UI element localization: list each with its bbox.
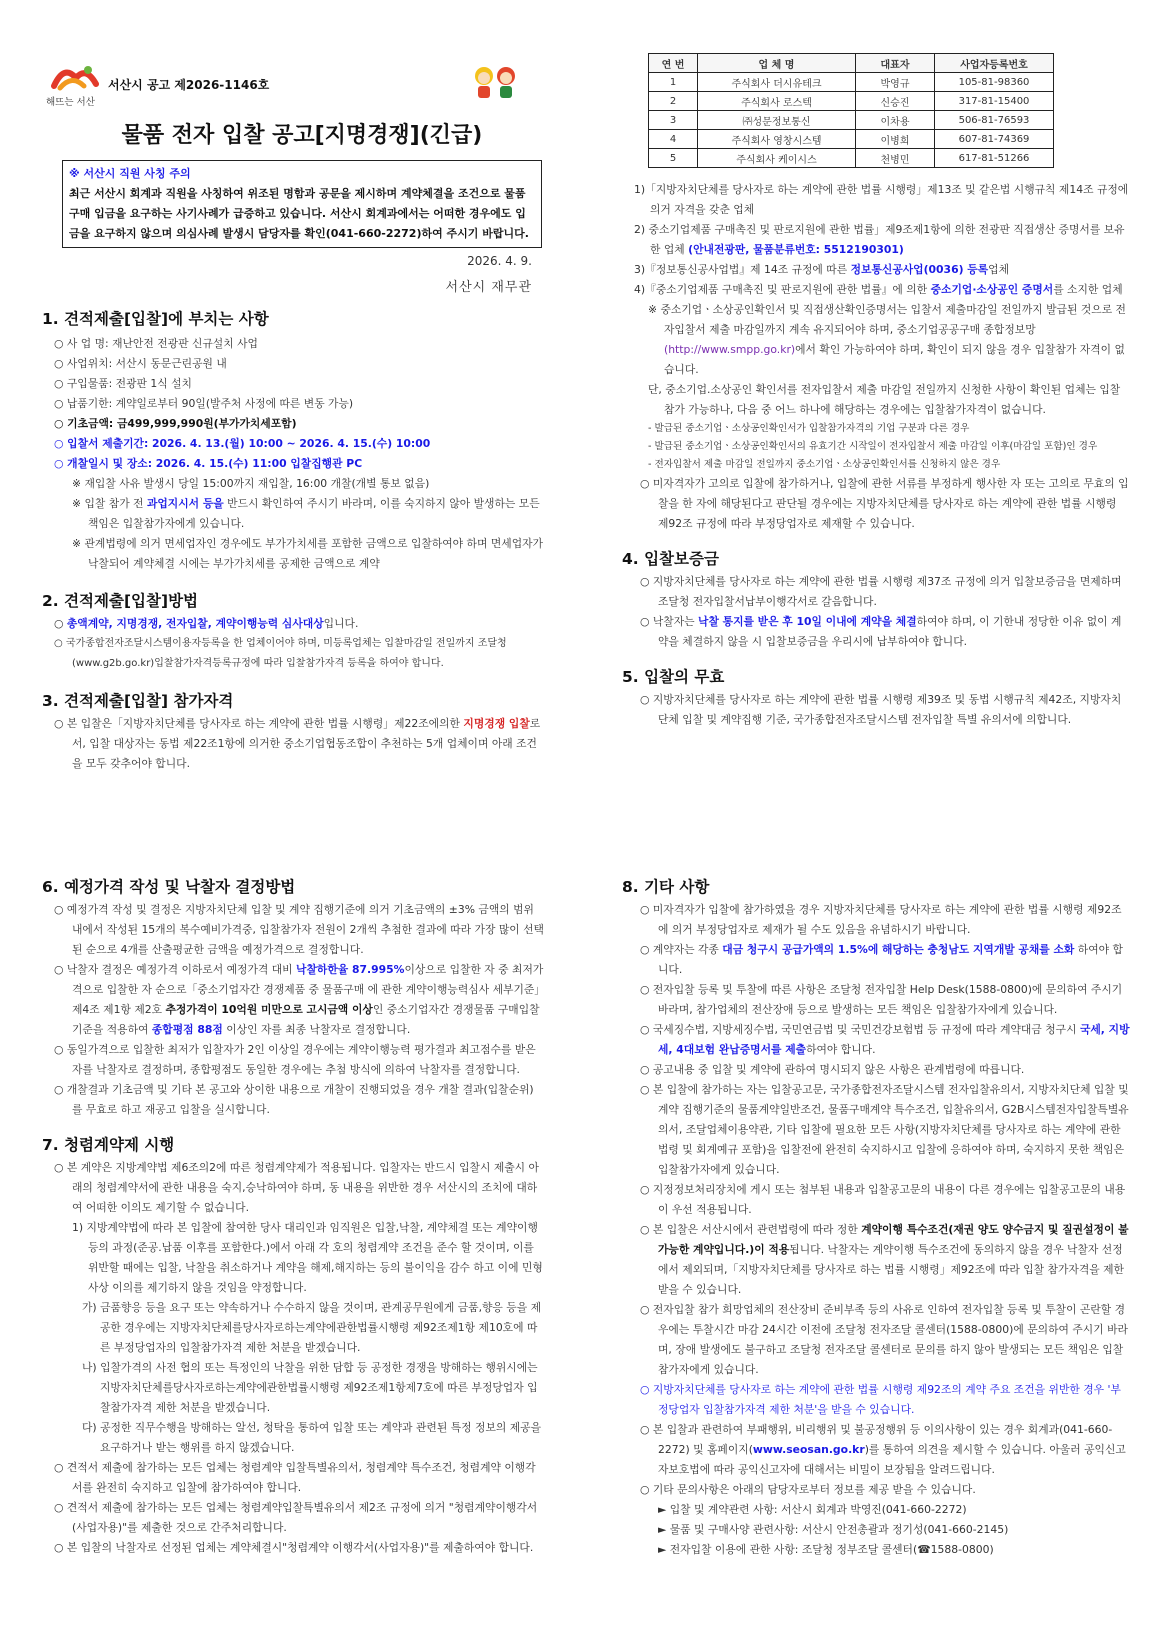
- cell: 주식회사 케이시스: [698, 149, 856, 168]
- left-column-top: [42, 308, 544, 774]
- notice-number: 서산시 공고 제2026-1146호: [108, 78, 270, 92]
- text: ○ 국세징수법, 지방세징수법, 국민연금법 및 국민건강보험법 등 규정에 따라 계약대금 청구시: [640, 1023, 1080, 1036]
- text: ※ 중소기업ㆍ소상공인확인서 및 직접생산확인증명서는 입찰서 제출마감일 전일까지 발급된 것으로 전자입찰서 제출 마감일까지 계속 유지되어야 하며, 중소기업공공구매 종합정보망: [648, 303, 1126, 336]
- section-3-title: 3. 견적제출[입찰] 참가자격: [42, 692, 234, 710]
- emphasis: 낙찰 통지를 받은 후 10일 이내에 계약을 체결: [698, 615, 917, 628]
- cell: 3: [649, 111, 698, 130]
- note: 단, 중소기업.소상공인 확인서를 전자입찰서 제출 마감일 전일까지 신청한 사항이 확인된 업체는 입찰참가 가능하나, 다음 중 어느 하나에 해당하는 경우에는 입찰참가자격이 없습니다.: [648, 383, 1121, 416]
- emphasis: 낙찰하한율 87.995%: [296, 963, 405, 976]
- text: 로서, 입찰 대상자는 동법 제22조1항에 의거한 중소기업협동조합이 추천하는 5개 업체이며 아래 조건을 모두 갖추어야 합니다.: [72, 717, 541, 770]
- list-item: ○ 지정정보처리장치에 게시 또는 첨부된 내용과 입찰공고문의 내용이 다른 경우에는 입찰공고문의 내용이 우선 적용됩니다.: [640, 1183, 1126, 1216]
- column-header: 사업자등록번호: [935, 54, 1054, 73]
- emphasis: 계약이행 특수조건(재권 양도 양수금지 및 질권설정이 불가능한 계약입니다.)이 적용: [658, 1223, 1129, 1256]
- table-row: [649, 73, 1054, 92]
- list-item: [640, 612, 1130, 652]
- list-item: ○ 본 입찰에 참가하는 자는 입찰공고문, 국가종합전자조달시스템 전자입찰유의서, 지방자치단체 입찰 및 계약 집행기준의 물품계약일반조건, 물품구매계약 특수조건, 입찰유의서, G2B시스템전자입찰특별유의서, 조달업체이용약관, 기타 입찰에 필요한 모든 사항(지방자치단체를 당사자로 하는 계약에 관한 법령 및 회계예규 포함)을 입찰전에 완전히 숙지하시고 입찰에 응하여야 하며, 숙지하지 못한 책임은 입찰참가자에게 있습니다.: [640, 1083, 1129, 1176]
- text: ○ 낙찰자 결정은 예정가격 이하로서 예정가격 대비: [54, 963, 297, 976]
- table-row: [649, 92, 1054, 111]
- condition: [628, 260, 1130, 280]
- section-7-title: 7. 청렴계약제 시행: [42, 1136, 175, 1154]
- list-item: ○ 기타 문의사항은 아래의 담당자로부터 정보를 제공 받을 수 있습니다.: [640, 1483, 976, 1496]
- section-5-title: 5. 입찰의 무효: [622, 668, 725, 686]
- emphasis: 종합평점 88점: [151, 1023, 223, 1036]
- emphasis: (안내전광판, 물품분류번호: 5512190301): [688, 243, 904, 256]
- link[interactable]: (http://www.smpp.go.kr): [664, 343, 796, 356]
- cell: 105-81-98360: [935, 73, 1054, 92]
- right-column-top: [622, 180, 1130, 730]
- text: 이상인 자를 최종 낙찰자로 결정합니다.: [222, 1023, 411, 1036]
- emphasis: 추정가격이 10억원 미만으로 고시금액 이상: [165, 1003, 373, 1016]
- text: 3)『정보통신공사업법』제 14조 규정에 따른: [634, 263, 851, 276]
- logo: [50, 62, 100, 94]
- fraud-warning-box: [62, 160, 542, 248]
- cell: 박영규: [856, 73, 935, 92]
- list-item: ○ 사 업 명: 재난안전 전광판 신규설치 사업: [54, 337, 258, 350]
- list-item: ○ 지방자치단체를 당사자로 하는 계약에 관한 법률 시행령 제92조의 계약 주요 조건을 위반한 경우 '부정당업자 입찰참가자격 제한 처분'을 받을 수 있습니다.: [640, 1383, 1121, 1416]
- contact-item: ► 전자입찰 이용에 관한 사항: 조달청 정부조달 콜센터(☎1588-0800): [658, 1543, 994, 1556]
- section-4-title: 4. 입찰보증금: [622, 550, 719, 568]
- table-row: [649, 130, 1054, 149]
- cell: 1: [649, 73, 698, 92]
- list-item: ○ 동일가격으로 입찰한 최저가 입찰자가 2인 이상일 경우에는 계약이행능력 평가결과 최고점수를 받은 자를 낙찰자로 결정하며, 종합평점도 동일한 경우에는 추첨 방식에 의하여 낙찰자를 결정합니다.: [54, 1043, 536, 1076]
- cell: 4: [649, 130, 698, 149]
- text: ○ 낙찰자는: [640, 615, 699, 628]
- section-1-title: 1. 견적제출[입찰]에 부치는 사항: [42, 310, 269, 328]
- sub-sub-item: 나) 입찰가격의 사전 협의 또는 특정인의 낙찰을 위한 담합 등 공정한 경쟁을 방해하는 행위시에는 지방자치단체를당사자로하는계약에관한법률시행령 제92조제1항제7호에 따른 부정당업자 입찰참가자격 제한 처분을 받겠습니다.: [82, 1361, 538, 1414]
- note-detail: - 발급된 중소기업ㆍ소상공인확인서가 입찰참가자격의 기업 구분과 다른 경우: [648, 423, 970, 434]
- note: [54, 494, 544, 534]
- list-item: ○ 미자격자가 고의로 입찰에 참가하거나, 입찰에 관한 서류를 부정하게 행사한 자 또는 고의로 무효의 입찰을 한 자에 해당된다고 판단될 경우에는 지방자치단체를 당사자로 하는 계약에 관한 법률 시행령 제92조 규정에 따라 부정당업자로 제재할 수 있습니다.: [640, 477, 1129, 530]
- text: 됩니다. 낙찰자는 계약이행 특수조건에 동의하지 않을 경우 낙찰자 선정에서 제외되며,「지방자치단체를 당사자로 하는 법률 시행령」제92조에 따라 입찰 참가자격을 제한받을 수 있습니다.: [658, 1243, 1124, 1296]
- table-row: [649, 111, 1054, 130]
- cell: 2: [649, 92, 698, 111]
- table-header-row: [649, 54, 1054, 73]
- list-item: ○ 미자격자가 입찰에 참가하였을 경우 지방자치단체를 당사자로 하는 계약에 관한 법률 시행령 제92조에 의거 부정당업자로 제재가 될 수도 있음을 유념하시기 바랍니다.: [640, 903, 1122, 936]
- emphasis: 총액계약, 지명경쟁, 전자입찰, 계약이행능력 심사대상: [66, 617, 324, 630]
- cell: 607-81-74369: [935, 130, 1054, 149]
- cell: 5: [649, 149, 698, 168]
- opening-schedule: ○ 개찰일시 및 장소: 2026. 4. 15.(수) 11:00 입찰집행관 PC: [54, 457, 363, 470]
- list-item: ○ 견적서 제출에 참가하는 모든 업체는 청렴계약 입찰특별유의서, 청렴계약 특수조건, 청렴계약 이행각서를 완전히 숙지하고 입찰에 참가하여야 합니다.: [54, 1461, 536, 1494]
- emphasis: 중소기업·소상공인 증명서: [930, 283, 1054, 296]
- text: 를 소지한 업체: [1053, 283, 1123, 296]
- text: 반드시 확인하여 주시기 바라며, 이를 숙지하지 않아 발생하는 모든 책임은 입찰참가자에게 있습니다.: [88, 497, 540, 530]
- cell: 신승진: [856, 92, 935, 111]
- notice-date: 2026. 4. 9.: [467, 254, 532, 268]
- section-2-title: 2. 견적제출[입찰]방법: [42, 592, 199, 610]
- cell: ㈜성문정보통신: [698, 111, 856, 130]
- list-item: [640, 1020, 1130, 1060]
- column-header: 업 체 명: [698, 54, 856, 73]
- list-item: [54, 614, 544, 634]
- text: 하여야 합니다.: [658, 943, 1123, 976]
- left-column-bottom: [42, 876, 544, 1558]
- right-column-bottom: [622, 876, 1130, 1560]
- sub-sub-item: 가) 금품향응 등을 요구 또는 약속하거나 수수하지 않을 것이며, 관계공무원에게 금품,향응 등을 제공한 경우에는 지방자치단체를당사자로하는계약에관한법률시행령 제92조제1항 제10호에 따른 부정당업자의 입찰참가자격 제한 처분을 받겠습니다.: [82, 1301, 542, 1354]
- emphasis: 지명경쟁 입찰: [463, 717, 530, 730]
- contact-item: ► 입찰 및 계약관련 사항: 서산시 회계과 박영진(041-660-2272): [658, 1503, 967, 1516]
- link[interactable]: www.seosan.go.kr: [752, 1443, 865, 1456]
- contact-item: ► 물품 및 구매사양 관련사항: 서산시 안전총괄과 정기성(041-660-2145): [658, 1523, 1009, 1536]
- text: 인 중소기업자간 경쟁물품 구매입찰 기준을 적용하여: [72, 1003, 540, 1036]
- text: 에서 확인 가능하여야 하며, 확인이 되지 않을 경우 입찰참가 자격이 없습니다.: [664, 343, 1125, 376]
- text: ※ 입찰 참가 전: [72, 497, 147, 510]
- cell: 주식회사 로스텍: [698, 92, 856, 111]
- text: 이상으로 입찰한 자 중 최저가격으로 입찰한 자 순으로「중소기업자간 경쟁제품 중 물품구매 에 관한 계약이행능력심사 세부기준」제4조 제1항 제2호: [72, 963, 544, 1016]
- column-header: 연 번: [649, 54, 698, 73]
- emphasis: 정보통신공사업(0036) 등록: [850, 263, 989, 276]
- table-row: [649, 149, 1054, 168]
- list-item: [640, 1420, 1130, 1480]
- fraud-warning-title: ※ 서산시 직원 사칭 주의: [69, 167, 191, 180]
- list-item: ○ 지방자치단체를 당사자로 하는 계약에 관한 법률 시행령 제37조 규정에 의거 입찰보증금을 면제하며 조달청 전자입찰서납부이행각서로 갈음합니다.: [640, 575, 1122, 608]
- column-header: 대표자: [856, 54, 935, 73]
- text: ○ 본 입찰과 관련하여 부패행위, 비리행위 및 불공정행위 등 이의사항이 있는 경우 회계과(041-660-2272) 및 홈페이지(: [640, 1423, 1113, 1456]
- emphasis: 대금 청구시 공급가액의 1.5%에 해당하는 충청남도 지역개발 공채를 소화: [722, 943, 1075, 956]
- list-item: [54, 714, 544, 774]
- text: ○: [54, 617, 67, 630]
- emphasis: 국세, 지방세, 4대보험 완납증명서를 제출: [658, 1023, 1130, 1056]
- list-item: [640, 1220, 1130, 1300]
- list-item: ○ 사업위치: 서산시 동문근린공원 내: [54, 357, 227, 370]
- submission-period: ○ 입찰서 제출기간: 2026. 4. 13.(월) 10:00 ~ 2026. 4. 15.(수) 10:00: [54, 437, 431, 450]
- text: 하여야 합니다.: [806, 1043, 876, 1056]
- emphasis: 과업지시서 등을: [146, 497, 224, 510]
- note-detail: - 전자입찰서 제출 마감일 전일까지 중소기업ㆍ소상공인확인서를 신청하지 않은 경우: [648, 459, 1001, 470]
- condition: [628, 220, 1130, 260]
- sub-item: 1) 지방계약법에 따라 본 입찰에 참여한 당사 대리인과 임직원은 입찰,낙찰, 계약체결 또는 계약이행 등의 과정(준공.납품 이후를 포함한다.)에서 아래 각 호의 청렴계약 조건을 준수 할 것이며, 이를 위반할 때에는 입찰, 낙찰을 취소하거나 계약을 해제,해지하는 등의 불이익을 감수 하고 이에 민형사상 이의를 제기하지 않을 것임을 약정합니다.: [72, 1221, 543, 1294]
- note: ※ 재입찰 사유 발생시 당일 15:00까지 재입찰, 16:00 개찰(개별 통보 없음): [72, 477, 430, 490]
- text: 하여야 하며, 이 기한내 정당한 이유 없이 계약을 체결하지 않을 시 입찰보증금을 우리시에 납부하여야 합니다.: [658, 615, 1122, 648]
- cell: 천병민: [856, 149, 935, 168]
- cell: 이병희: [856, 130, 935, 149]
- text: ○ 본 입찰은 서산시에서 관련법령에 따라 정한: [640, 1223, 862, 1236]
- list-item: ○ 견적서 제출에 참가하는 모든 업체는 청렴계약입찰특별유의서 제2조 규정에 의거 "청렴계약이행각서(사업자용)"를 제출한 것으로 간주처리합니다.: [54, 1501, 538, 1534]
- condition: [628, 280, 1130, 300]
- list-item: ○ 본 입찰의 낙찰자로 선정된 업체는 계약체결시"청렴계약 이행각서(사업자용)"를 제출하여야 합니다.: [54, 1541, 534, 1554]
- list-item: ○ 전자입찰 참가 희망업체의 전산장비 준비부족 등의 사유로 인하여 전자입찰 등록 및 투찰이 곤란할 경우에는 투찰시간 마감 24시간 이전에 조달청 전자조달 콜센터(1588-0800)에 문의하여 주시기 바라며, 장애 발생에도 불구하고 조달청 전자조달 콜센터로 문의를 하지 않아 발생되는 모든 책임은 입찰참가자에게 있습니다.: [640, 1303, 1128, 1376]
- issuer: 서산시 재무관: [445, 280, 532, 295]
- text: 업체: [988, 263, 1009, 276]
- list-item: [640, 940, 1130, 980]
- list-item: ○ 구입물품: 전광판 1식 설치: [54, 377, 192, 390]
- fraud-warning-body: 최근 서산시 회계과 직원을 사칭하여 위조된 명함과 공문을 제시하며 계약체결을 조건으로 물품구매 입금을 요구하는 사기사례가 급증하고 있습니다. 서산시 회계과에서는 어떠한 경우에도 입금을 요구하지 않으며 의심사례 발생시 담당자를 확인(041-660-2272)하여 주시기 바랍니다.: [69, 187, 529, 240]
- company-table: [648, 53, 1054, 168]
- list-item: [54, 960, 544, 1040]
- list-item: ○ 전자입찰 등록 및 투찰에 따른 사항은 조달청 전자입찰 Help Desk(1588-0800)에 문의하여 주시기 바라며, 참가업체의 전산장애 등으로 발생하는 모든 책임은 입찰참가자에게 있습니다.: [640, 983, 1123, 1016]
- cell: 317-81-15400: [935, 92, 1054, 111]
- note: [628, 300, 1130, 380]
- list-item: ○ 납품기한: 계약일로부터 90일(발주처 사정에 따른 변동 가능): [54, 397, 354, 410]
- cell: 주식회사 더시유테크: [698, 73, 856, 92]
- page-title: 물품 전자 입찰 공고[지명경쟁](긴급): [121, 123, 483, 148]
- list-item: ○ 지방자치단체를 당사자로 하는 계약에 관한 법률 시행령 제39조 및 동법 시행규칙 제42조, 지방자치단체 입찰 및 계약집행 기준, 국가종합전자조달시스템 전자입찰 특별 유의서에 의합니다.: [640, 693, 1122, 726]
- text: )를 통하여 의견을 제시할 수 있습니다. 아울러 공익신고자보호법에 따라 공익신고자에 대해서는 비밀이 보장됨을 알려드립니다.: [658, 1443, 1126, 1476]
- cell: 주식회사 영창시스템: [698, 130, 856, 149]
- text: ○ 본 입찰은「지방자치단체를 당사자로 하는 계약에 관한 법률 시행령」제22조에의한: [54, 717, 464, 730]
- section-6-title: 6. 예정가격 작성 및 낙찰자 결정방법: [42, 878, 296, 896]
- section-8-title: 8. 기타 사항: [622, 878, 710, 896]
- text: 4)『중소기업제품 구매촉진 및 판로지원에 관한 법률』에 의한: [634, 283, 931, 296]
- list-item: ○ 예정가격 작성 및 결정은 지방자치단체 입찰 및 계약 집행기준에 의거 기초금액의 ±3% 금액의 범위내에서 작성된 15개의 복수예비가격중, 입찰참가자 전원이 2개씩 추첨한 결과에 따라 가장 많이 선택된 순으로 4개를 산출평균한 금액을 예정가격으로 결정합니다.: [54, 903, 544, 956]
- text: 2) 중소기업제품 구매촉진 및 판로지원에 관한 법률」제9조제1항에 의한 전광판 직접생산 증명서를 보유한 업체: [634, 223, 1125, 256]
- list-item: ○ 국가종합전자조달시스템이용자등록을 한 업체이어야 하며, 미등록업체는 입찰마감일 전일까지 조달청(www.g2b.go.kr)입찰참가자격등록규정에 따라 입찰참가자격 등록을 하여야 합니다.: [54, 638, 507, 669]
- note-detail: - 발급된 중소기업ㆍ소상공인확인서의 유효기간 시작일이 전자입찰서 제출 마감일 이후(마감일 포함)인 경우: [648, 441, 1098, 452]
- budget: ○ 기초금액: 금499,999,990원(부가가치세포함): [54, 417, 297, 430]
- text: ○ 계약자는 각종: [640, 943, 723, 956]
- cell: 506-81-76593: [935, 111, 1054, 130]
- text: 입니다.: [323, 617, 359, 630]
- list-item: ○ 개찰결과 기초금액 및 기타 본 공고와 상이한 내용으로 개찰이 진행되었을 경우 개찰 결과(입찰순위)를 무효로 하고 재공고 입찰을 실시합니다.: [54, 1083, 534, 1116]
- list-item: ○ 본 계약은 지방계약법 제6조의2에 따른 청렴계약제가 적용됩니다. 입찰자는 반드시 입찰시 제출시 아래의 청렴계약서에 관한 내용을 숙지,승낙하여야 하며, 동 내용을 위반한 경우 서산시의 조치에 대하여 어떠한 이의도 제기할 수 없습니다.: [54, 1161, 539, 1214]
- list-item: ○ 공고내용 중 입찰 및 계약에 관하여 명시되지 않은 사항은 관계법령에 따릅니다.: [640, 1063, 1025, 1076]
- logo-text: 해뜨는 서산: [46, 97, 95, 108]
- cell: 617-81-51266: [935, 149, 1054, 168]
- condition: 1)「지방자치단체를 당사자로 하는 계약에 관한 법률 시행령」제13조 및 같은법 시행규칙 제14조 규정에 의거 자격을 갖춘 업체: [634, 183, 1129, 216]
- cell: 이차용: [856, 111, 935, 130]
- mascot-image: [470, 64, 520, 102]
- sub-sub-item: 다) 공정한 직무수행을 방해하는 알선, 청탁을 통하여 입찰 또는 계약과 관련된 특정 정보의 제공을 요구하거나 받는 행위를 하지 않겠습니다.: [82, 1421, 542, 1454]
- note: ※ 관계법령에 의거 면세업자인 경우에도 부가가치세를 포함한 금액으로 입찰하여야 하며 면세업자가 낙찰되어 계약체결 시에는 부가가치세를 공제한 금액으로 계약: [72, 537, 543, 570]
